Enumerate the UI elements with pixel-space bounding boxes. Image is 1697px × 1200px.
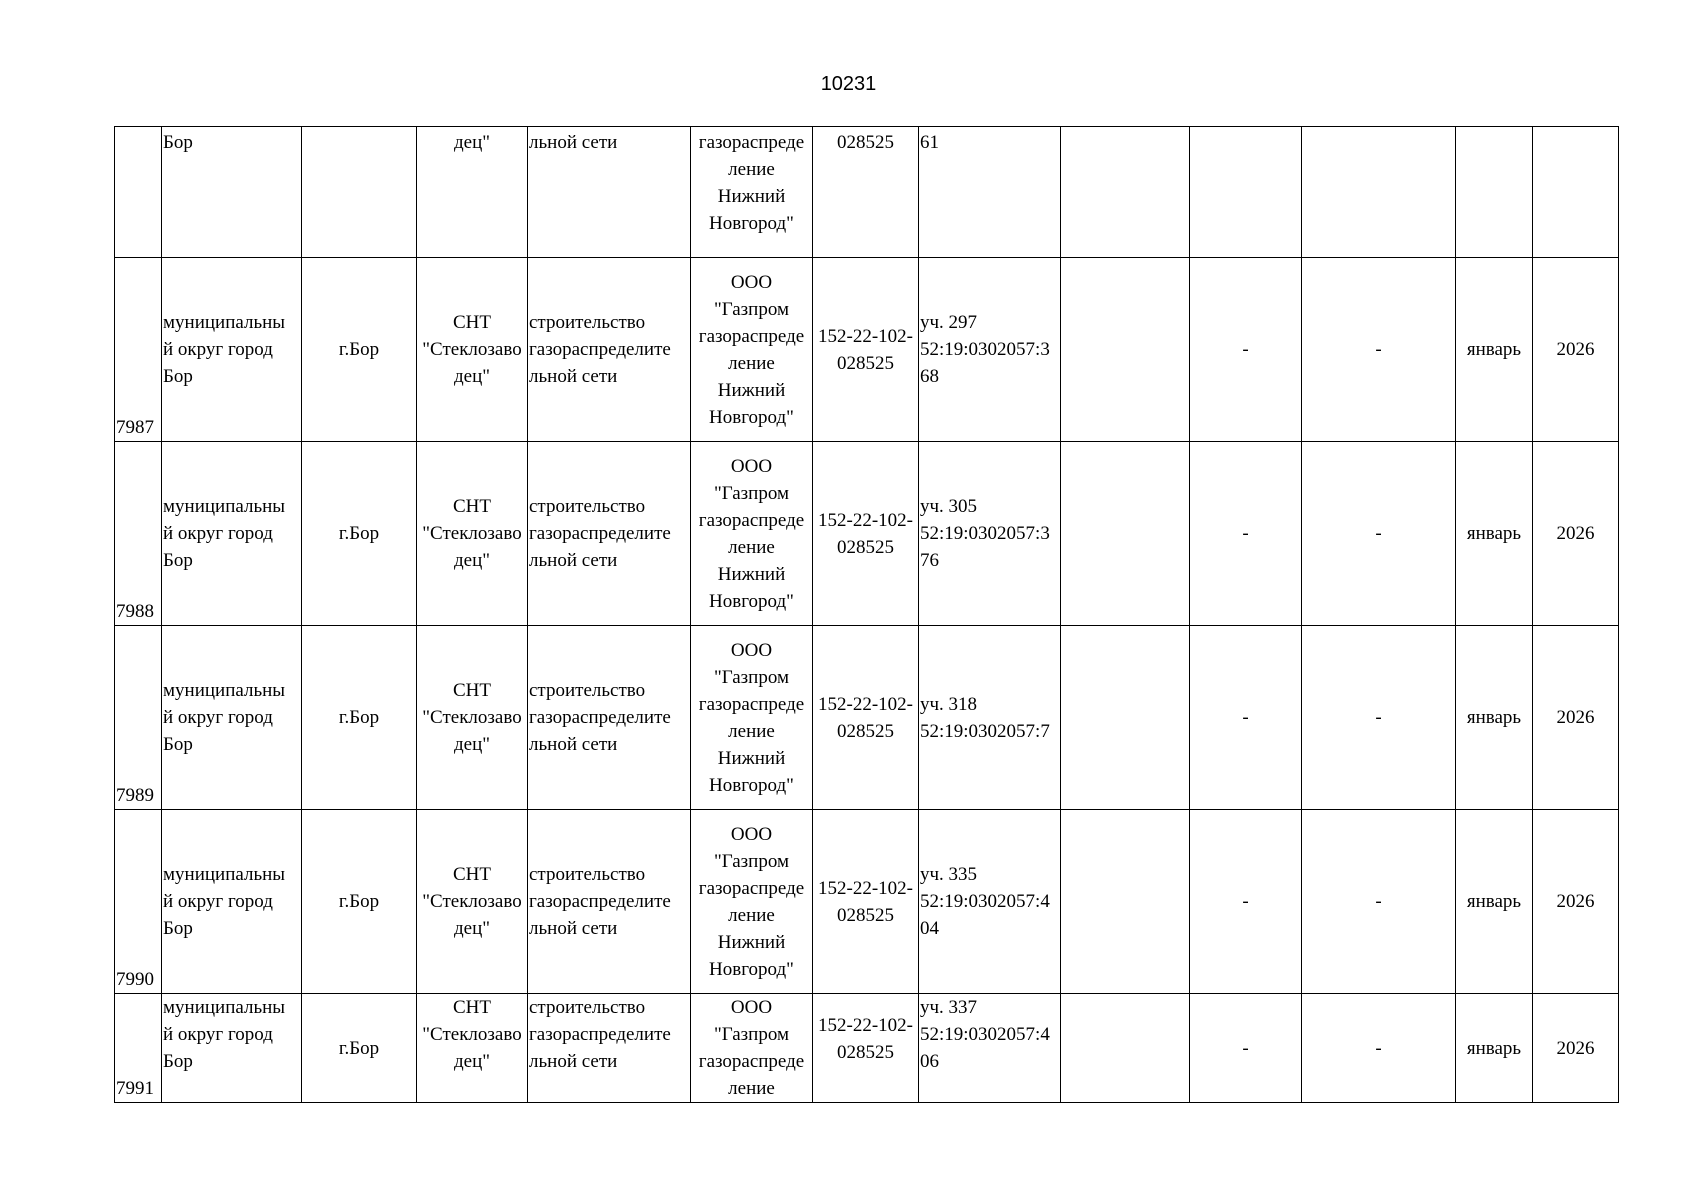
cell-num: 7989 xyxy=(115,626,162,810)
cell-year: 2026 xyxy=(1533,626,1619,810)
cell-month: январь xyxy=(1456,810,1533,994)
cell-snt: СНТ "Стеклозаво дец" xyxy=(417,994,528,1103)
cell-org: ООО "Газпром газораспреде ление Нижний Новгород" xyxy=(691,810,813,994)
cell-month: январь xyxy=(1456,442,1533,626)
table-body xyxy=(115,127,1619,1103)
cell-c10 xyxy=(1190,127,1302,258)
cell-c9 xyxy=(1061,442,1190,626)
cell-snt: СНТ "Стеклозаво дец" xyxy=(417,810,528,994)
cell-purpose: строительство газораспределите льной сети xyxy=(528,994,691,1103)
cell-district: муниципальны й округ город Бор xyxy=(162,442,302,626)
cell-month xyxy=(1456,127,1533,258)
page-number: 10231 xyxy=(820,73,877,95)
cell-num: 7991 xyxy=(115,994,162,1103)
cell-purpose: льной сети xyxy=(528,127,691,258)
cell-year: 2026 xyxy=(1533,810,1619,994)
cell-purpose: строительство газораспределите льной сети xyxy=(528,810,691,994)
cell-city: г.Бор xyxy=(302,994,417,1103)
cell-org: ООО "Газпром газораспреде ление xyxy=(691,994,813,1103)
register-table xyxy=(114,126,1619,1103)
cell-c9 xyxy=(1061,810,1190,994)
cell-c10: - xyxy=(1190,994,1302,1103)
cell-year: 2026 xyxy=(1533,258,1619,442)
cell-district: муниципальны й округ город Бор xyxy=(162,994,302,1103)
table-row xyxy=(115,626,1619,810)
cell-c10: - xyxy=(1190,442,1302,626)
cell-month: январь xyxy=(1456,258,1533,442)
cell-purpose: строительство газораспределите льной сети xyxy=(528,258,691,442)
cell-plot: уч. 318 52:19:0302057:7 xyxy=(919,626,1061,810)
cell-doc: 152-22-102- 028525 xyxy=(813,442,919,626)
cell-c9 xyxy=(1061,258,1190,442)
cell-c10: - xyxy=(1190,810,1302,994)
cell-doc: 152-22-102- 028525 xyxy=(813,994,919,1103)
table-row xyxy=(115,810,1619,994)
cell-year: 2026 xyxy=(1533,442,1619,626)
cell-district: муниципальны й округ город Бор xyxy=(162,258,302,442)
cell-c11: - xyxy=(1302,442,1456,626)
cell-plot: уч. 335 52:19:0302057:4 04 xyxy=(919,810,1061,994)
cell-c11: - xyxy=(1302,810,1456,994)
cell-c10: - xyxy=(1190,626,1302,810)
cell-doc: 152-22-102- 028525 xyxy=(813,626,919,810)
cell-c11 xyxy=(1302,127,1456,258)
cell-district: муниципальны й округ город Бор xyxy=(162,626,302,810)
cell-num: 7987 xyxy=(115,258,162,442)
cell-snt: СНТ "Стеклозаво дец" xyxy=(417,626,528,810)
cell-c11: - xyxy=(1302,626,1456,810)
cell-month: январь xyxy=(1456,626,1533,810)
cell-month: январь xyxy=(1456,994,1533,1103)
table-row xyxy=(115,258,1619,442)
cell-city: г.Бор xyxy=(302,442,417,626)
cell-year xyxy=(1533,127,1619,258)
cell-district: муниципальны й округ город Бор xyxy=(162,810,302,994)
cell-district: Бор xyxy=(162,127,302,258)
cell-c9 xyxy=(1061,994,1190,1103)
cell-snt: дец" xyxy=(417,127,528,258)
table-row-continued xyxy=(115,127,1619,258)
cell-plot: уч. 337 52:19:0302057:4 06 xyxy=(919,994,1061,1103)
cell-purpose: строительство газораспределите льной сети xyxy=(528,442,691,626)
cell-plot: уч. 305 52:19:0302057:3 76 xyxy=(919,442,1061,626)
cell-plot: 61 xyxy=(919,127,1061,258)
cell-num xyxy=(115,127,162,258)
cell-city xyxy=(302,127,417,258)
cell-snt: СНТ "Стеклозаво дец" xyxy=(417,258,528,442)
table-row xyxy=(115,442,1619,626)
cell-doc: 028525 xyxy=(813,127,919,258)
cell-doc: 152-22-102- 028525 xyxy=(813,258,919,442)
cell-city: г.Бор xyxy=(302,810,417,994)
cell-num: 7988 xyxy=(115,442,162,626)
cell-c9 xyxy=(1061,127,1190,258)
cell-purpose: строительство газораспределите льной сети xyxy=(528,626,691,810)
cell-doc: 152-22-102- 028525 xyxy=(813,810,919,994)
cell-c11: - xyxy=(1302,994,1456,1103)
cell-c10: - xyxy=(1190,258,1302,442)
cell-c9 xyxy=(1061,626,1190,810)
cell-org: ООО "Газпром газораспреде ление Нижний Новгород" xyxy=(691,258,813,442)
cell-year: 2026 xyxy=(1533,994,1619,1103)
cell-city: г.Бор xyxy=(302,626,417,810)
cell-num: 7990 xyxy=(115,810,162,994)
cell-c11: - xyxy=(1302,258,1456,442)
cell-city: г.Бор xyxy=(302,258,417,442)
cell-org: ООО "Газпром газораспреде ление Нижний Новгород" xyxy=(691,442,813,626)
cell-org: ООО "Газпром газораспреде ление Нижний Новгород" xyxy=(691,626,813,810)
table-row xyxy=(115,994,1619,1103)
cell-plot: уч. 297 52:19:0302057:3 68 xyxy=(919,258,1061,442)
cell-org: газораспреде ление Нижний Новгород" xyxy=(691,127,813,258)
cell-snt: СНТ "Стеклозаво дец" xyxy=(417,442,528,626)
